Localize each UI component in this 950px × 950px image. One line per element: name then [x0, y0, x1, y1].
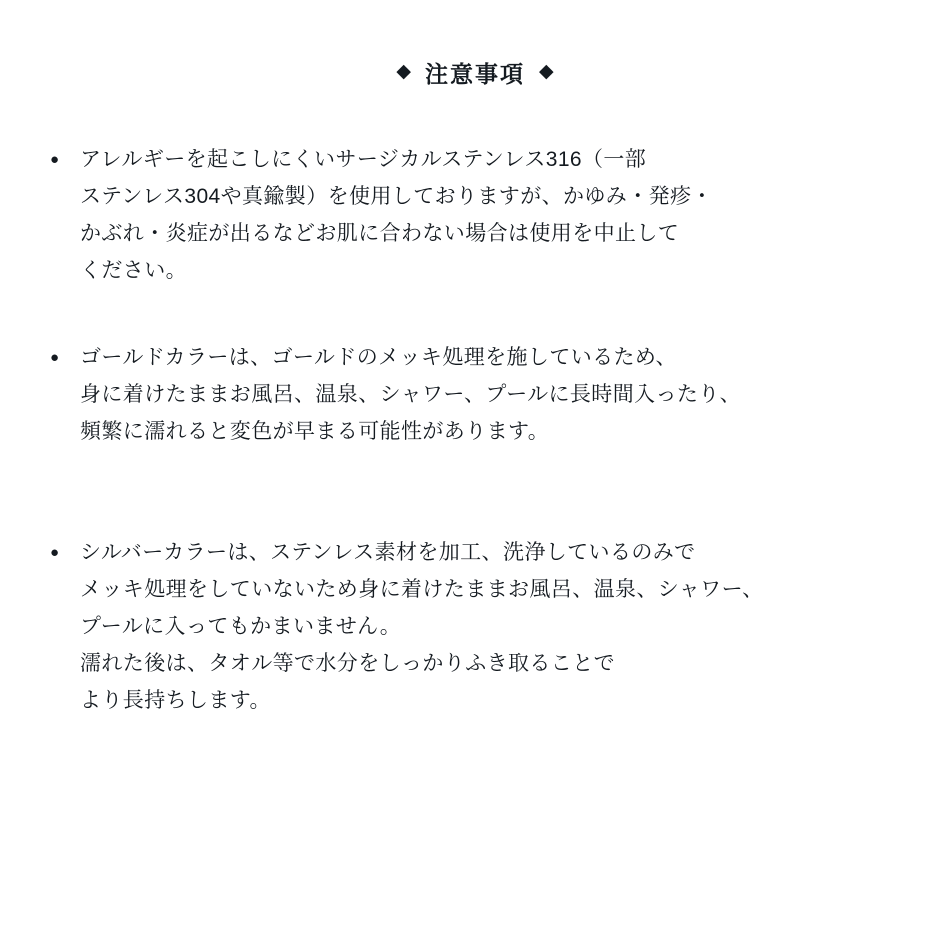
text-line: プールに入ってもかまいません。	[80, 615, 402, 638]
diamond-right-icon: ◆	[539, 61, 554, 82]
bullet-icon: ●	[50, 349, 60, 366]
diamond-left-icon: ◆	[396, 61, 411, 82]
bullet-icon: ●	[50, 544, 60, 561]
list-item-text	[80, 141, 900, 289]
text-line: かぶれ・炎症が出るなどお肌に合わない場合は使用を中止して	[80, 222, 680, 245]
list-item	[50, 339, 900, 450]
text-line: 身に着けたままお風呂、温泉、シャワー、プールに長時間入ったり、	[80, 383, 742, 406]
text-line: より長持ちします。	[80, 689, 271, 712]
text-line: 濡れた後は、タオル等で水分をしっかりふき取ることで	[80, 652, 615, 675]
text-line: ステンレス304や真鍮製）を使用しておりますが、かゆみ・発疹・	[80, 185, 713, 208]
spacer	[50, 289, 900, 339]
text-line: 頻繁に濡れると変色が早まる可能性があります。	[80, 420, 550, 443]
text-line: メッキ処理をしていないため身に着けたままお風呂、温泉、シャワー、	[80, 578, 764, 601]
page-title	[50, 56, 900, 89]
spacer	[50, 450, 900, 534]
page-title-text: 注意事項	[425, 61, 525, 87]
list-item-text	[80, 339, 900, 450]
list-item	[50, 141, 900, 289]
text-line: アレルギーを起こしにくいサージカルステンレス316（一部	[80, 148, 647, 171]
list-item	[50, 534, 900, 719]
notice-list	[50, 141, 900, 719]
text-line: ください。	[80, 259, 187, 282]
text-line: ゴールドカラーは、ゴールドのメッキ処理を施しているため、	[80, 346, 677, 369]
list-item-text	[80, 534, 900, 719]
text-line: シルバーカラーは、ステンレス素材を加工、洗浄しているのみで	[80, 541, 696, 564]
bullet-icon: ●	[50, 151, 60, 168]
